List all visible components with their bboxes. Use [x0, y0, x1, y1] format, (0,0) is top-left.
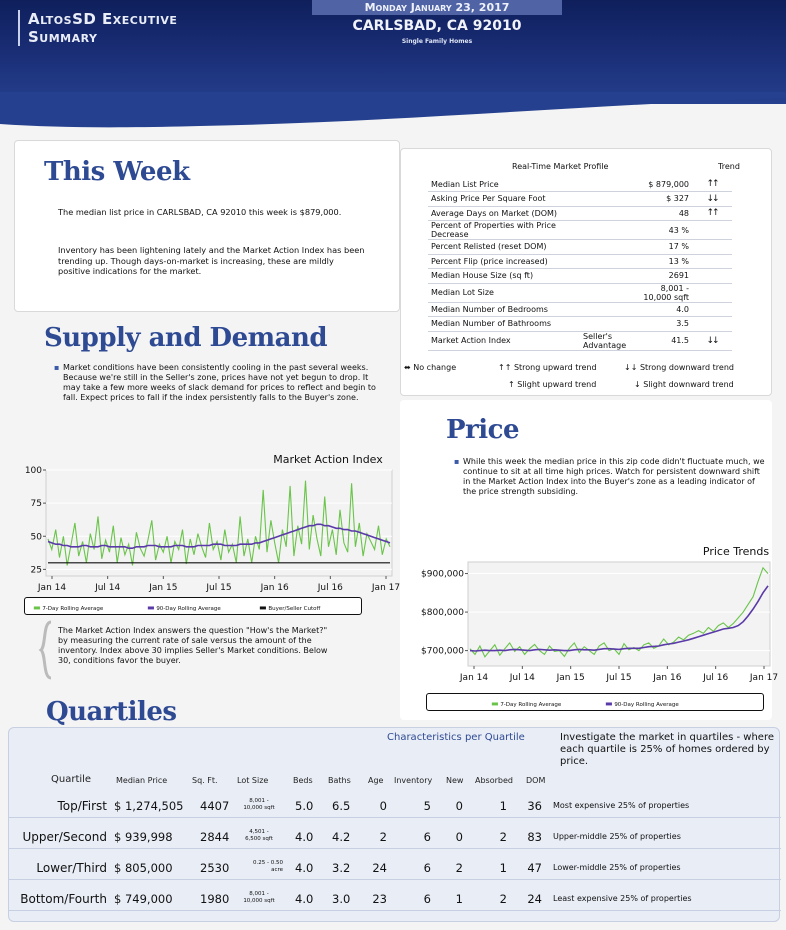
quartile-row [9, 856, 781, 880]
quartile-beds: 5.0 [295, 799, 314, 813]
mai-legend [24, 597, 362, 615]
y-tick-label: $700,000 [421, 646, 464, 657]
profile-row [428, 302, 732, 317]
y-tick-label: 100 [24, 466, 42, 476]
profile-row-trend [692, 302, 732, 317]
trend-legend-strong-down: ↓↓ Strong downward trend [624, 363, 734, 372]
profile-row-sub [580, 302, 636, 317]
profile-row [428, 240, 732, 255]
profile-row-trend [692, 240, 732, 255]
y-tick-label: 25 [30, 565, 42, 576]
profile-trend-header: Trend [718, 162, 740, 171]
trend-legend-slight-up: ↑ Slight upward trend [508, 380, 597, 389]
profile-row-value: 13 % [636, 254, 692, 269]
quartile-price: $ 939,998 [114, 830, 173, 844]
header-age: Age [368, 776, 384, 785]
mai-legend-cutoff: ▬ Buyer/Seller Cutoff [259, 603, 321, 612]
quartile-price: $ 805,000 [114, 861, 173, 875]
this-week-title: This Week [44, 157, 190, 187]
quartile-lot-size [235, 798, 283, 812]
profile-row-sub [580, 254, 636, 269]
mai-explanation: The Market Action Index answers the question "How's the Market?" by measuring the current rate of sale versus the amount of the inventory. Index above 30 implies Seller's Market conditions. Below 30, conditions favor the buyer. [58, 626, 328, 665]
profile-row-trend: ↑↑ [692, 206, 732, 221]
quartile-age: 2 [379, 830, 387, 844]
quartile-lot-size-line-2: 10,000 sqft [243, 805, 275, 811]
profile-row-trend [692, 254, 732, 269]
profile-row-sub [580, 240, 636, 255]
quartile-sqft: 2530 [200, 861, 230, 875]
quartile-sqft: 4407 [200, 799, 230, 813]
quartile-baths: 6.5 [332, 799, 351, 813]
quartile-lot-size-line-2: 10,000 sqft [243, 898, 275, 904]
quartile-description: Lower-middle 25% of properties [553, 863, 681, 872]
x-tick-label: Jan 16 [260, 583, 289, 593]
quartile-absorbed: 2 [499, 830, 507, 844]
quartile-lot-size-line-1: 4,501 - [249, 829, 269, 835]
profile-row-value: $ 327 [636, 192, 692, 207]
quartile-new: 2 [455, 861, 463, 875]
profile-row-sub [580, 177, 636, 192]
price-trends-chart [404, 540, 784, 686]
x-tick-label: Jan 17 [749, 673, 779, 683]
profile-title: Real-Time Market Profile [512, 162, 609, 171]
profile-row-value: 4.0 [636, 302, 692, 317]
header-sqft: Sq. Ft. [192, 776, 218, 785]
quartile-beds: 4.0 [295, 830, 314, 844]
x-tick-label: Jan 17 [371, 583, 401, 593]
profile-row-value: 43 % [636, 221, 692, 240]
brand-title [18, 10, 177, 46]
y-tick-label: $800,000 [421, 608, 464, 619]
profile-row [428, 317, 732, 332]
profile-row-value: 8,001 - 10,000 sqft [636, 283, 692, 302]
x-tick-label: Jul 15 [206, 583, 232, 593]
profile-row [428, 283, 732, 302]
price-legend-90day: ▬ 90-Day Rolling Average [605, 699, 679, 708]
trend-legend-no-change: ⬌ No change [404, 363, 457, 372]
profile-row-sub: Seller's Advantage [580, 331, 636, 350]
quartile-absorbed: 1 [499, 799, 507, 813]
quartiles-card [8, 727, 780, 922]
y-tick-label: 50 [30, 532, 42, 543]
profile-row-value: 17 % [636, 240, 692, 255]
profile-row-sub [580, 192, 636, 207]
quote-bracket-icon [38, 620, 54, 680]
profile-row-trend [692, 221, 732, 240]
profile-row [428, 192, 732, 207]
profile-row-trend: ↑↑ [692, 177, 732, 192]
mai-legend-90day-label: 90-Day Rolling Average [156, 606, 221, 612]
price-legend-90day-label: 90-Day Rolling Average [614, 702, 679, 708]
quartile-lot-size [235, 891, 283, 905]
price-title: Price [446, 415, 519, 445]
price-legend-7day: ▬ 7-Day Rolling Average [491, 699, 562, 708]
market-action-index-chart [14, 448, 401, 594]
header-dom: DOM [526, 776, 546, 785]
profile-row-label: Percent Flip (price increased) [428, 254, 580, 269]
price-legend-7day-label: 7-Day Rolling Average [500, 702, 562, 708]
quartile-row [9, 825, 781, 849]
profile-row-label: Median Number of Bathrooms [428, 317, 580, 332]
profile-row-sub [580, 221, 636, 240]
trend-legend-strong-up: ↑↑ Strong upward trend [498, 363, 597, 372]
header-inventory: Inventory [394, 776, 433, 785]
profile-row-trend [692, 317, 732, 332]
quartile-inventory: 5 [423, 799, 431, 813]
chart-title: Market Action Index [273, 453, 383, 466]
quartile-row [9, 794, 781, 818]
header-median-price: Median Price [116, 776, 168, 785]
x-tick-label: Jul 15 [606, 673, 632, 683]
header-wave [0, 92, 786, 132]
x-tick-label: Jan 14 [37, 583, 67, 593]
quartile-inventory: 6 [423, 830, 431, 844]
quartile-row [9, 887, 781, 911]
quartile-price: $ 749,000 [114, 892, 173, 906]
quartile-inventory: 6 [423, 892, 431, 906]
x-tick-label: Jan 16 [653, 673, 682, 683]
profile-row-value: $ 879,000 [636, 177, 692, 192]
quartile-description: Least expensive 25% of properties [553, 894, 692, 903]
slight-up-label: Slight upward trend [517, 380, 597, 389]
no-change-label: No change [413, 363, 457, 372]
profile-row-trend: ↓↓ [692, 192, 732, 207]
profile-row-value: 2691 [636, 269, 692, 284]
x-tick-label: Jul 16 [317, 583, 343, 593]
quartiles-intro: Investigate the market in quartiles - where each quartile is 25% of homes ordered by price. [560, 732, 774, 767]
profile-row [428, 254, 732, 269]
characteristics-title: Characteristics per Quartile [387, 732, 525, 743]
quartile-name: Upper/Second [22, 830, 107, 844]
quartile-lot-size-line-1: 8,001 - [249, 798, 269, 804]
profile-row-trend [692, 269, 732, 284]
quartile-baths: 3.0 [332, 892, 351, 906]
x-tick-label: Jul 16 [703, 673, 729, 683]
slight-down-label: Slight downward trend [643, 380, 734, 389]
price-legend [426, 693, 764, 711]
quartile-sqft: 2844 [200, 830, 230, 844]
profile-row-label: Median List Price [428, 177, 580, 192]
x-tick-label: Jul 14 [95, 583, 121, 593]
profile-row-trend [692, 283, 732, 302]
profile-row-label: Median House Size (sq ft) [428, 269, 580, 284]
profile-table-wrap [428, 177, 732, 351]
x-tick-label: Jul 14 [509, 673, 535, 683]
quartile-lot-size-line-1: 0.25 - 0.50 [253, 860, 283, 866]
quartile-lot-size [235, 829, 283, 843]
strong-up-label: Strong upward trend [513, 363, 597, 372]
quartile-description: Most expensive 25% of properties [553, 801, 690, 810]
this-week-para-2: Inventory has been lightening lately and the Market Action Index has been trending up. Though days-on-market is increasing, these are mildly positive indications for the market. [58, 245, 365, 276]
profile-table [428, 177, 732, 351]
quartile-lot-size [235, 860, 283, 874]
profile-row-value: 48 [636, 206, 692, 221]
quartile-age: 23 [372, 892, 387, 906]
header-baths: Baths [328, 776, 351, 785]
quartile-dom: 83 [527, 830, 542, 844]
supply-demand-text: ▪ Market conditions have been consistently cooling in the past several weeks. Because we're still in the Seller's zone, prices have not yet begun to drop. It may take a few more weeks of slack demand for prices to reflect and begin to fall. Expect prices to fall if the index persistently falls to the Buyer's zone. [63, 363, 381, 403]
quartile-lot-size-line-2: acre [271, 867, 283, 873]
header-absorbed: Absorbed [475, 776, 513, 785]
quartiles-title: Quartiles [46, 697, 177, 727]
header-banner [0, 0, 786, 104]
profile-row-sub [580, 269, 636, 284]
quartile-new: 1 [455, 892, 463, 906]
profile-row-sub [580, 317, 636, 332]
quartile-lot-size-line-1: 8,001 - [249, 891, 269, 897]
quartile-dom: 47 [527, 861, 542, 875]
strong-down-label: Strong downward trend [639, 363, 734, 372]
header-new: New [446, 776, 464, 785]
profile-row-trend: ↓↓ [692, 331, 732, 350]
profile-row [428, 269, 732, 284]
quartile-beds: 4.0 [295, 892, 314, 906]
plot-area [46, 470, 392, 576]
header-beds: Beds [293, 776, 313, 785]
report-city: CARLSBAD, CA 92010 [352, 18, 522, 34]
profile-row-sub [580, 283, 636, 302]
x-tick-label: Jan 14 [459, 673, 489, 683]
quartile-baths: 4.2 [332, 830, 351, 844]
profile-row-label: Percent Relisted (reset DOM) [428, 240, 580, 255]
quartile-new: 0 [455, 799, 463, 813]
brand-line-2: Summary [28, 28, 98, 46]
quartile-dom: 36 [527, 799, 542, 813]
property-type: Single Family Homes [401, 38, 473, 45]
quartile-dom: 24 [527, 892, 542, 906]
mai-legend-7day: ▬ 7-Day Rolling Average [33, 603, 104, 612]
profile-row [428, 221, 732, 240]
profile-row-label: Median Number of Bedrooms [428, 302, 580, 317]
trend-legend-slight-down: ↓ Slight downward trend [634, 380, 734, 389]
mai-legend-cutoff-label: Buyer/Seller Cutoff [268, 606, 321, 612]
profile-row-value: 41.5 [636, 331, 692, 350]
profile-row-label: Average Days on Market (DOM) [428, 206, 580, 221]
quartile-baths: 3.2 [332, 861, 351, 875]
x-tick-label: Jan 15 [556, 673, 585, 683]
profile-row [428, 206, 732, 221]
y-tick-label: 75 [30, 499, 42, 510]
quartile-absorbed: 1 [499, 861, 507, 875]
quartile-beds: 4.0 [295, 861, 314, 875]
price-text: ▪ While this week the median price in this zip code didn't fluctuate much, we continue to sit at all time high prices. Watch for persistent downward shift in the Market Action Index into the Buyer's zone as a leading indicator of the price strength subsiding. [463, 457, 765, 497]
quartile-name: Lower/Third [36, 861, 107, 875]
quartile-absorbed: 2 [499, 892, 507, 906]
profile-row [428, 177, 732, 192]
profile-row-label: Percent of Properties with Price Decrease [428, 221, 580, 240]
quartile-description: Upper-middle 25% of properties [553, 832, 681, 841]
quartile-sqft: 1980 [200, 892, 230, 906]
quartile-lot-size-line-2: 6,500 sqft [245, 836, 273, 842]
quartile-inventory: 6 [423, 861, 431, 875]
y-tick-label: $900,000 [421, 569, 464, 580]
this-week-para-1: The median list price in CARLSBAD, CA 92010 this week is $879,000. [58, 207, 342, 217]
profile-row-label: Median Lot Size [428, 283, 580, 302]
profile-row-sub [580, 206, 636, 221]
quartile-new: 0 [455, 830, 463, 844]
header-lot-size: Lot Size [237, 776, 269, 785]
header-quartile: Quartile [51, 774, 92, 785]
profile-row-value: 3.5 [636, 317, 692, 332]
quartile-price: $ 1,274,505 [114, 799, 184, 813]
quartile-age: 0 [379, 799, 387, 813]
profile-row [428, 331, 732, 350]
x-tick-label: Jan 15 [149, 583, 178, 593]
profile-row-label: Asking Price Per Square Foot [428, 192, 580, 207]
mai-legend-7day-label: 7-Day Rolling Average [42, 606, 104, 612]
quartile-name: Top/First [57, 799, 107, 813]
brand-line-1: AltosSD Executive [28, 10, 178, 28]
mai-legend-90day: ▬ 90-Day Rolling Average [147, 603, 221, 612]
chart-title: Price Trends [702, 545, 770, 558]
quartile-name: Bottom/Fourth [20, 892, 107, 906]
report-date: Monday January 23, 2017 [312, 0, 562, 15]
supply-demand-title: Supply and Demand [44, 323, 328, 353]
profile-row-label: Market Action Index [428, 331, 580, 350]
quartile-age: 24 [372, 861, 387, 875]
